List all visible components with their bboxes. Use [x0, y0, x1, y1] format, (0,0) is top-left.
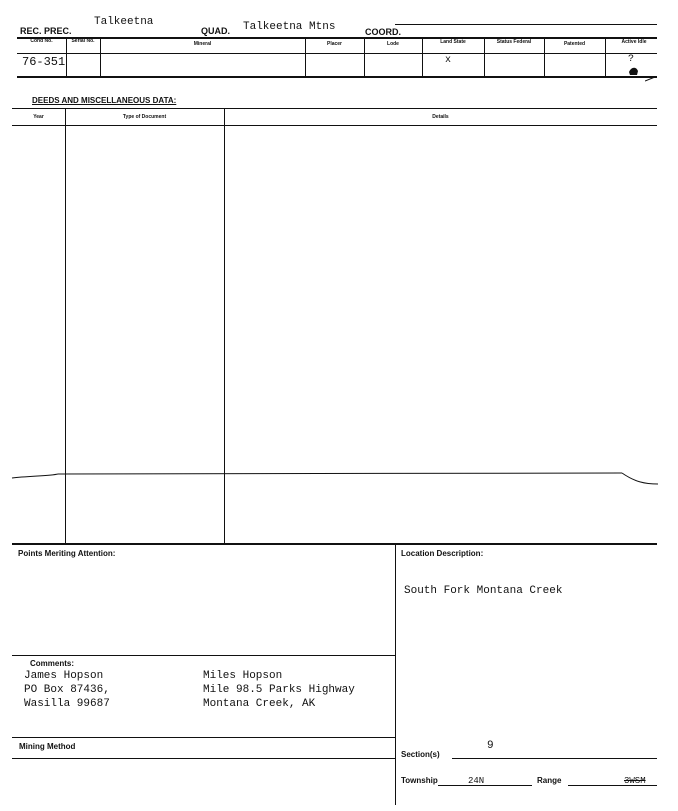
claim-table-top-rule: [17, 37, 657, 39]
active-idle-value[interactable]: ?: [628, 54, 635, 65]
land-state-value[interactable]: x: [445, 55, 452, 66]
coord-label: COORD.: [365, 27, 401, 37]
deeds-col-year: Year: [33, 114, 44, 120]
points-label: Points Meriting Attention:: [18, 549, 116, 558]
section-underline: [452, 758, 657, 759]
comments-top-rule: [12, 655, 395, 656]
cond-no-value[interactable]: 76-351: [22, 55, 66, 69]
rec-prec-label: REC. PREC.: [20, 26, 72, 36]
location-value[interactable]: South Fork Montana Creek: [404, 585, 563, 597]
deeds-header-rule: [12, 125, 657, 126]
rec-prec-value[interactable]: Talkeetna: [94, 16, 154, 28]
township-value[interactable]: 24N: [468, 776, 485, 786]
section-value[interactable]: 9: [487, 740, 494, 752]
comments-right-line-3: Montana Creek, AK: [203, 698, 316, 710]
header-top-rule: [395, 24, 657, 25]
comments-right-line-2: Mile 98.5 Parks Highway: [203, 684, 355, 696]
col-header-placer: Placer: [326, 41, 342, 47]
col-header-cond-no: Cond No.: [30, 38, 53, 44]
hand-mark-icon: [627, 63, 641, 77]
range-value[interactable]: 3WSM: [624, 776, 646, 786]
col-header-land-state: Land State: [440, 39, 466, 45]
deeds-col-details: Details: [432, 114, 449, 120]
deeds-top-rule: [12, 108, 657, 109]
deeds-col-type: Type of Document: [122, 114, 167, 120]
deeds-title: DEEDS AND MISCELLANEOUS DATA:: [32, 96, 177, 105]
township-underline: [438, 785, 532, 786]
lower-center-divider: [395, 543, 396, 805]
col-header-status-federal: Status Federal: [496, 39, 532, 45]
claim-col-divider: [605, 37, 606, 76]
mining-method-label: Mining Method: [19, 742, 76, 751]
quad-value[interactable]: Talkeetna Mtns: [243, 21, 336, 33]
deeds-bottom-rule: [12, 543, 657, 545]
claim-table-bottom-rule: [17, 76, 657, 78]
comments-label: Comments:: [30, 659, 75, 668]
col-header-mineral: Mineral: [193, 41, 212, 47]
col-header-serial-no: Serial No.: [71, 38, 95, 44]
mining-method-top-rule: [12, 737, 395, 738]
section-label: Section(s): [401, 750, 440, 759]
township-label: Township: [401, 776, 438, 785]
margin-mark-icon: [645, 70, 657, 78]
claim-table-header-rule: [17, 53, 657, 54]
col-header-patented: Patented: [563, 41, 586, 47]
paste-seam: [10, 466, 660, 490]
location-label: Location Description:: [401, 549, 484, 558]
comments-right-line-1: Miles Hopson: [203, 670, 283, 682]
mining-method-bottom-rule: [12, 758, 395, 759]
quad-label: QUAD.: [201, 26, 230, 36]
comments-left-line-3: Wasilla 99687: [24, 698, 110, 710]
col-header-lode: Lode: [387, 41, 399, 47]
comments-left-line-2: PO Box 87436,: [24, 684, 110, 696]
col-header-active-idle: Active Idle: [621, 39, 647, 45]
comments-left-line-1: James Hopson: [24, 670, 104, 682]
range-label: Range: [537, 776, 562, 785]
